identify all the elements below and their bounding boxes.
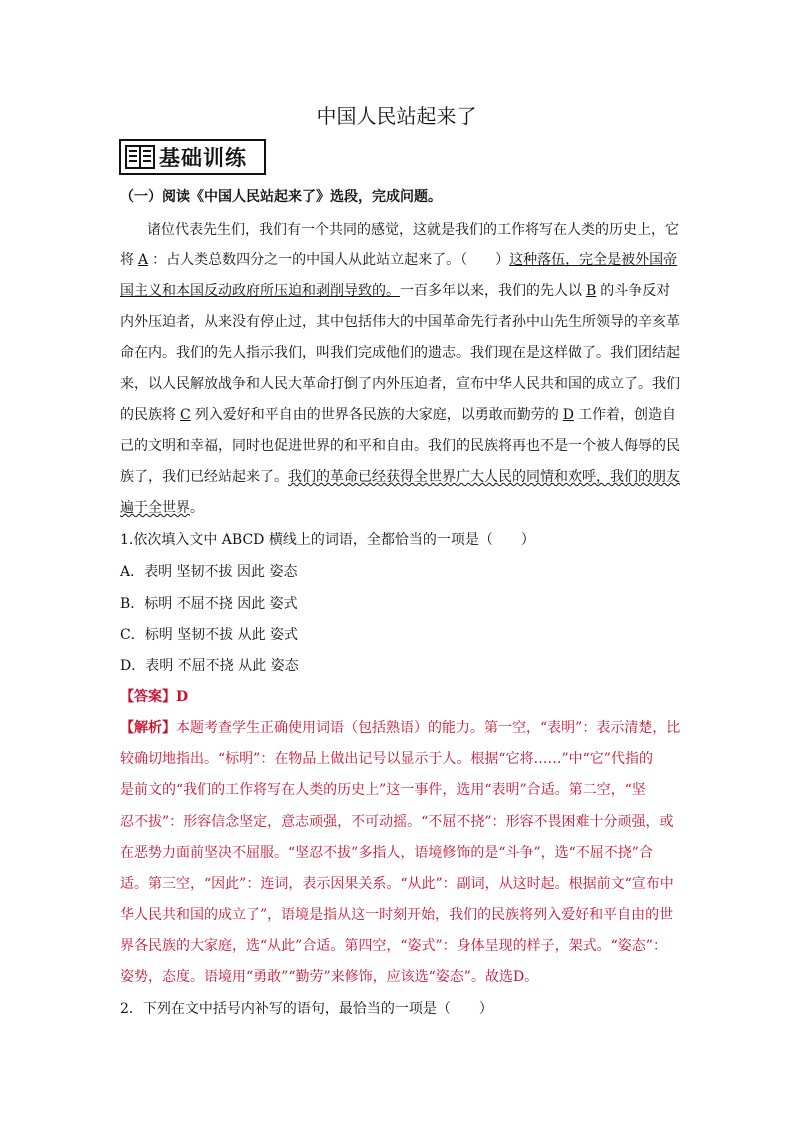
passage-line-9: 族了，我们已经站起来了。我们的革命已经获得全世界广大人民的同情和欢呼，我们的朋友 <box>120 469 680 485</box>
blank-c: C <box>180 407 191 423</box>
question-2-stem: 2．下列在文中括号内补写的语句，最恰当的一项是（ ） <box>120 1001 493 1017</box>
passage-line-3: 国主义和本国反动政府所压迫和剥削导致的。一百多年以来，我们的先人以 B 的斗争反对 <box>120 283 671 299</box>
analysis-line-6: 适。第三空，“因此”：连词，表示因果关系。“从此”：副词，从这时起。根据前文“宣布中 <box>120 876 674 892</box>
analysis-line-2: 较确切地指出。“标明”：在物品上做出记号以显示于人。根据“它将……”中“它”代指的 <box>120 751 653 767</box>
analysis-line-9: 姿势，态度。语境用“勇敢”“勤劳”来修饰，应该选“姿态”。故选D。 <box>120 969 539 985</box>
passage-line-4: 内外压迫者，从来没有停止过，其中包括伟大的中国革命先行者孙中山先生所领导的辛亥革 <box>120 314 680 330</box>
answer-tag: 【答案】 <box>120 689 176 705</box>
wavy-underlined-sentence: 我们的革命已经获得全世界广大人民的同情和欢呼，我们的朋友 <box>288 469 680 485</box>
passage-line-6: 来，以人民解放战争和人民大革命打倒了内外压迫者，宣布中华人民共和国的成立了。我们 <box>120 376 680 392</box>
underlined-sentence: 这种落伍，完全是被外国帝 <box>509 252 678 268</box>
blank-d: D <box>562 407 574 423</box>
answer-line <box>120 686 188 706</box>
analysis-line-7: 华人民共和国的成立了”，语境是指从这一时刻开始，我们的民族将列入爱好和平自由的世 <box>120 907 674 923</box>
book-icon <box>125 144 155 170</box>
question-1-option-d: D．表明 不屈不挠 从此 姿态 <box>120 658 299 674</box>
passage-line-1: 诸位代表先生们，我们有一个共同的感觉，这就是我们的工作将写在人类的历史上，它 <box>147 222 679 238</box>
passage-line-5: 命在内。我们的先人指示我们，叫我们完成他们的遗志。我们现在是这样做了。我们团结起 <box>120 345 680 361</box>
analysis-line-5: 在恶势力面前坚决不屈服。“坚忍不拔”多指人，语境修饰的是“斗争”，选“不屈不挠”合 <box>120 845 653 861</box>
analysis-tag: 【解析】 <box>120 720 176 736</box>
question-1-option-c: C．标明 坚韧不拔 从此 姿式 <box>120 627 299 643</box>
answer-value: D <box>176 689 189 705</box>
analysis-line-4: 忍不拔”：形容信念坚定，意志顽强，不可动摇。“不屈不挠”：形容不畏困难十分顽强，或 <box>120 814 674 830</box>
question-1-option-b: B．标明 不屈不挠 因此 姿式 <box>120 596 298 612</box>
passage-line-8: 己的文明和幸福，同时也促进世界的和平和自由。我们的民族将再也不是一个被人侮辱的民 <box>120 438 680 454</box>
question-1-stem: 1.依次填入文中 ABCD 横线上的词语，全都恰当的一项是（ ） <box>120 532 535 548</box>
page-title: 中国人民站起来了 <box>316 104 477 128</box>
badge-label: 基础训练 <box>159 145 247 170</box>
analysis-line-8: 界各民族的大家庭，选“从此”合适。第四空，“姿式”：身体呈现的样子，架式。“姿态”： <box>120 938 667 954</box>
question-1-option-a: A．表明 坚韧不拔 因此 姿态 <box>120 564 298 580</box>
analysis-line-1: 【解析】本题考查学生正确使用词语（包括熟语）的能力。第一空，“表明”：表示清楚，比 <box>120 720 681 736</box>
passage-line-10: 遍于全世界。 <box>120 500 204 516</box>
passage-line-2: 将 A ：占人类总数四分之一的中国人从此站立起来了。（ ）这种落伍，完全是被外国帝 <box>120 252 678 268</box>
section-heading: （一）阅读《中国人民站起来了》选段，完成问题。 <box>120 189 442 205</box>
blank-b: B <box>586 283 597 299</box>
passage-line-7: 的民族将 C 列入爱好和平自由的世界各民族的大家庭，以勇敢而勤劳的 D 工作着，创造自 <box>120 407 676 423</box>
blank-a: A <box>138 252 149 268</box>
basic-training-badge <box>119 139 266 175</box>
analysis-line-3: 是前文的“我们的工作将写在人类的历史上”这一事件，选用“表明”合适。第二空，“坚 <box>120 782 646 798</box>
